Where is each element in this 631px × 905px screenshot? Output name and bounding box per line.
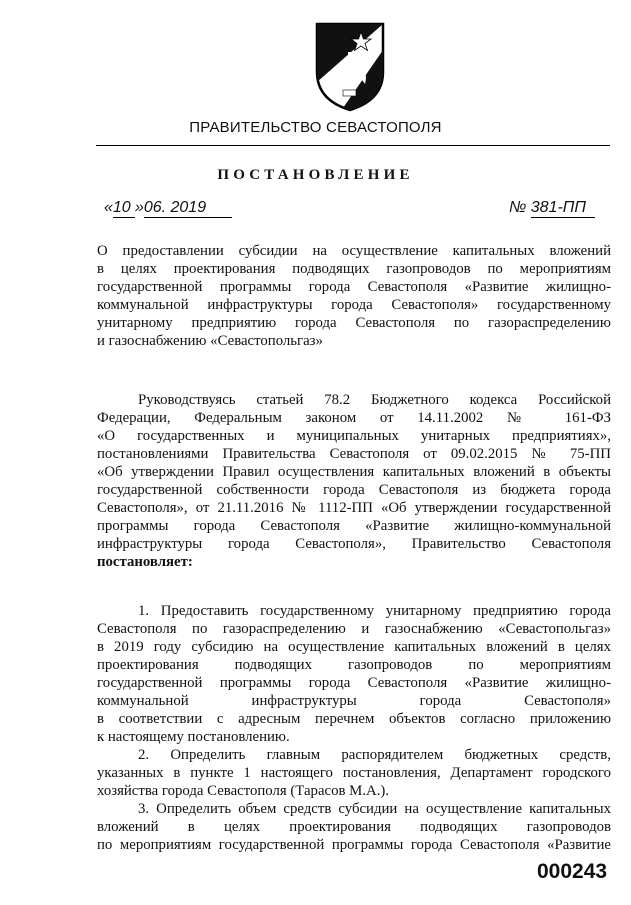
item2-line: хозяйства города Севастополя (Тарасов М.А.).: [97, 783, 390, 799]
item1-line: в 2019 году субсидию на осуществление капитальных вложений в целях: [97, 639, 611, 655]
preamble-line: «Об утверждении Правил осуществления капитальных вложений в объекты: [97, 464, 611, 480]
page-stamp-number: 000243: [537, 860, 608, 883]
item1-line: проектирования подводящих газопроводов по мероприятиям: [97, 657, 611, 673]
item1-line: коммунальной инфраструктуры города Севастополя»: [97, 693, 611, 709]
header-rule: [96, 145, 610, 146]
item3-line: 3. Определить объем средств субсидии на осуществление капитальных: [138, 801, 611, 817]
item1-line: 1. Предоставить государственному унитарному предприятию города: [138, 603, 611, 619]
document-number: [509, 199, 629, 218]
date-close-quote: »: [134, 199, 144, 216]
date-open-quote: «: [104, 199, 113, 216]
number-value: 381-ПП: [531, 199, 595, 218]
item3-line: вложений в целях проектирования подводящих газопроводов: [97, 819, 611, 835]
resolution-keyword: постановляет:: [97, 554, 193, 570]
item1-line: Севастополя по газораспределению и газоснабжению «Севастопольгаз»: [97, 621, 611, 637]
title-line: государственной программы города Севастополя «Развитие жилищно-: [97, 279, 611, 295]
document-date: [104, 199, 274, 218]
item1-line: государственной программы города Севастополя «Развитие жилищно-: [97, 675, 611, 691]
preamble-line: государственной собственности города Севастополя из бюджета города: [97, 482, 611, 498]
preamble-line: Руководствуясь статьей 78.2 Бюджетного кодекса Российской: [138, 392, 611, 408]
date-day: 10: [113, 199, 135, 218]
number-label: №: [509, 199, 527, 216]
item3-line: по мероприятиям государственной программы города Севастополя «Развитие: [97, 837, 611, 853]
organization-name: ПРАВИТЕЛЬСТВО СЕВАСТОПОЛЯ: [189, 119, 442, 136]
title-line: коммунальной инфраструктуры города Севастополя» государственному: [97, 297, 611, 313]
title-line: и газоснабжению «Севастопольгаз»: [97, 333, 323, 349]
coat-of-arms-emblem: [313, 20, 387, 112]
document-type: ПОСТАНОВЛЕНИЕ: [217, 167, 414, 183]
item2-line: указанных в пункте 1 настоящего постановления, Департамент городского: [97, 765, 611, 781]
preamble-line: Федерации, Федеральным законом от 14.11.2002 № 161-ФЗ: [97, 410, 611, 426]
title-line: в целях проектирования подводящих газопроводов по мероприятиям: [97, 261, 611, 277]
preamble-line: Севастополя», от 21.11.2016 № 1112-ПП «Об утверждении государственной: [97, 500, 611, 516]
preamble-line: постановлениями Правительства Севастополя от 09.02.2015 № 75-ПП: [97, 446, 611, 462]
preamble-line: программы города Севастополя «Развитие жилищно-коммунальной: [97, 518, 611, 534]
title-line: О предоставлении субсидии на осуществление капитальных вложений: [97, 243, 611, 259]
item1-line: в соответствии с адресным перечнем объектов согласно приложению: [97, 711, 611, 727]
item2-line: 2. Определить главным распорядителем бюджетных средств,: [138, 747, 611, 763]
preamble-line: инфраструктуры города Севастополя», Правительство Севастополя: [97, 536, 611, 552]
item1-line: к настоящему постановлению.: [97, 729, 290, 745]
date-month-year: 06. 2019: [144, 199, 232, 218]
preamble-line: «О государственных и муниципальных унитарных предприятиях»,: [97, 428, 611, 444]
title-line: унитарному предприятию города Севастополя по газораспределению: [97, 315, 611, 331]
